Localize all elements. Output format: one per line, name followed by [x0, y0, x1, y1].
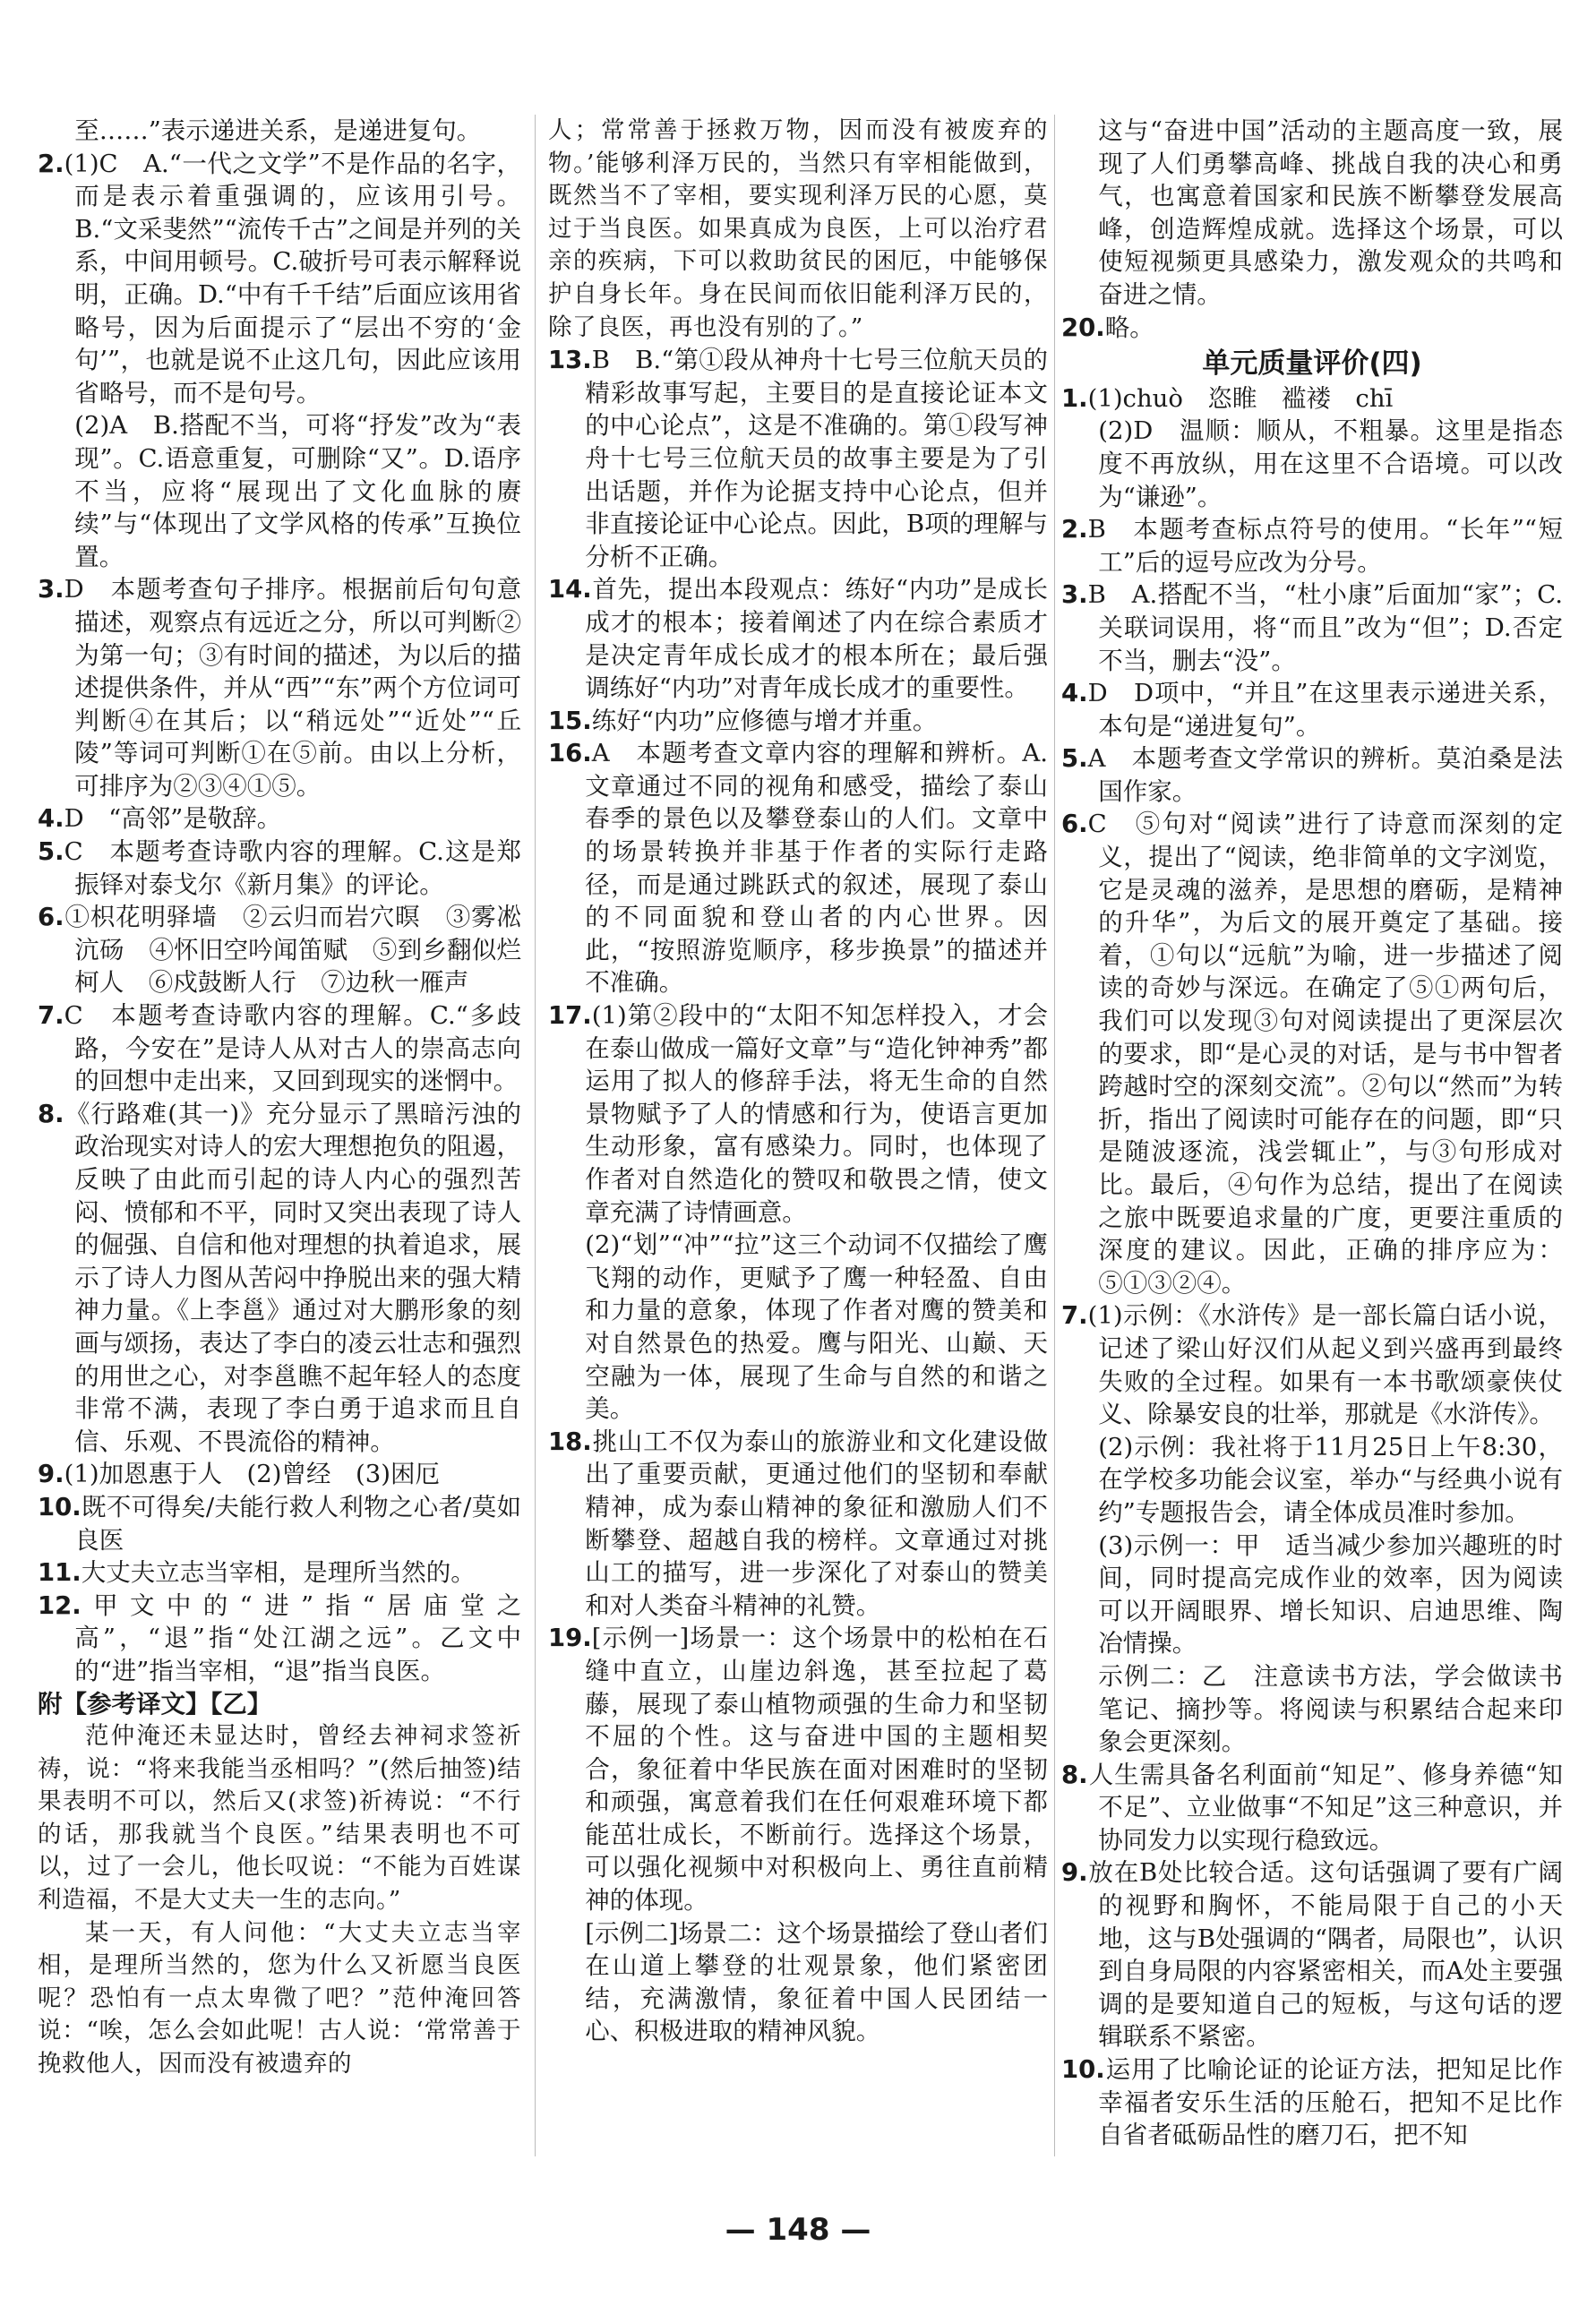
item-text: D “高邻”是敬辞。 — [64, 804, 282, 834]
item-number: 13. — [548, 346, 592, 375]
answer-item — [548, 1622, 1048, 1916]
answer-item — [38, 836, 521, 901]
item-number: 8. — [38, 1099, 64, 1128]
item-number: 18. — [548, 1427, 592, 1456]
item-number: 12. — [38, 1590, 82, 1620]
answer-text — [38, 115, 521, 148]
column-right — [1061, 115, 1563, 2152]
answer-text: 这与“奋进中国”活动的主题高度一致，展现了人们勇攀高峰、挑战自我的决心和勇气，也寓意着国家和民族不断攀登发展高峰，创造辉煌成就。选择这个场景，可以使短视频更具感染力，激发观众的共鸣和奋进之情。 — [1098, 116, 1563, 309]
answer-item — [548, 1426, 1048, 1623]
answer-item — [1061, 808, 1563, 1299]
item-number: 6. — [38, 903, 64, 932]
item-number: 20. — [1061, 313, 1105, 342]
answer-item — [38, 999, 521, 1098]
answer-text — [38, 409, 521, 573]
item-text: [示例二]场景二：这个场景描绘了登山者们在山道上攀登的壮观景象，他们紧密团结，充满激情，象征着中国人民团结一心、积极进取的精神风貌。 — [585, 1918, 1048, 2046]
item-text: C 本题考查诗歌内容的理解。C.“多歧路，今安在”是诗人从对古人的崇高志向的回想中走出来，又回到现实的迷惘中。 — [64, 1001, 521, 1096]
answer-item — [38, 1491, 521, 1556]
item-text: 甲文中的“进”指“居庙堂之高”，“退”指“处江湖之远”。乙文中的“进”指当宰相，“退”指当良医。 — [74, 1590, 521, 1685]
column-divider — [535, 115, 536, 2156]
column-middle — [548, 115, 1048, 2048]
item-number: 7. — [1061, 1301, 1088, 1331]
item-text: 大丈夫立志当宰相，是理所当然的。 — [81, 1558, 476, 1588]
answer-item — [38, 1458, 521, 1491]
item-text: 挑山工不仅为泰山的旅游业和文化建设做出了重要贡献，更通过他们的坚韧和奉献精神，成为泰山精神的象征和激励人们不断攀登、超越自我的榜样。文章通过对挑山工的描写，进一步深化了对泰山的赞美和对人类奋斗精神的礼赞。 — [585, 1427, 1048, 1620]
answer-text — [548, 1229, 1048, 1426]
item-number: 3. — [38, 575, 64, 604]
translation-continued: 人；常常善于拯救万物，因而没有被废弃的物。’能够利泽万民的，当然只有宰相能做到，既然当不了宰相，要实现利泽万民的心愿，莫过于当良医。如果真成为良医，上可以治疗君亲的疾病，下可以救助贫民的困厄，中能够保护自身长年。身在民间而依旧能利泽万民的，除了良医，再也没有别的了。” — [548, 116, 1048, 341]
answer-item — [1061, 1856, 1563, 2053]
item-number: 16. — [548, 739, 592, 768]
answer-item — [1061, 677, 1563, 742]
answer-item — [1061, 513, 1563, 579]
item-number: 4. — [1061, 679, 1088, 708]
item-text: (2)“划”“冲”“拉”这三个动词不仅描绘了鹰飞翔的动作，更赋予了鹰一种轻盈、自由和力量的意象，体现了作者对鹰的赞美和对自然景色的热爱。鹰与阳光、山巅、天空融为一体，展现了生命与自然的和谐之美。 — [585, 1230, 1048, 1424]
answer-item — [548, 737, 1048, 999]
item-text: 放在B处比较合适。这句话强调了要有广阔的视野和胸怀，不能局限于自己的小天地，这与B处强调的“隅者，局限也”，认识到自身局限的内容紧密相关，而A处主要强调的是要知道自己的短板，与这句话的逻辑联系不紧密。 — [1087, 1858, 1563, 2052]
item-text: 《行路难(其一)》充分显示了黑暗污浊的政治现实对诗人的宏大理想抱负的阻遏，反映了由此而引起的诗人内心的强烈苦闷、愤郁和不平，同时又突出表现了诗人的倔强、自信和他对理想的执着追求，展示了诗人力图从苦闷中挣脱出来的强大精神力量。《上李邕》通过对大鹏形象的刻画与颂扬，表达了李白的凌云壮志和强烈的用世之心，对李邕瞧不起年轻人的态度非常不满，表现了李白勇于追求而且自信、乐观、不畏流俗的精神。 — [64, 1099, 521, 1456]
answer-item — [1061, 312, 1563, 345]
item-text: D 本题考查句子排序。根据前后句句意描述，观察点有远近之分，所以可判断②为第一句；③有时间的描述，为以后的描述提供条件，并从“西”“东”两个方位词可判断④在其后；以“稍远处”“近处”“丘陵”等词可判断①在⑤前。由以上分析，可排序为②③④①⑤。 — [64, 575, 521, 801]
item-text: (2)示例：我社将于11月25日上午8:30，在学校多功能会议室，举办“与经典小说有约”专题报告会，请全体成员准时参加。 — [1098, 1432, 1563, 1527]
answer-item — [1061, 2053, 1563, 2152]
item-text: 略。 — [1104, 313, 1154, 342]
item-text: B 本题考查标点符号的使用。“长年”“短工”后的逗号应改为分号。 — [1087, 515, 1563, 577]
answer-text — [1061, 1530, 1563, 1660]
item-number: 2. — [1061, 515, 1088, 544]
answer-item — [548, 344, 1048, 573]
item-text: A 本题考查文学常识的辨析。莫泊桑是法国作家。 — [1087, 744, 1563, 806]
answer-text — [1061, 1431, 1563, 1530]
item-number: 10. — [38, 1492, 82, 1521]
item-number: 11. — [38, 1558, 82, 1588]
item-text: (1)第②段中的“太阳不知怎样投入，才会在泰山做成一篇好文章”与“造化钟神秀”都运用了拟人的修辞手法，将无生命的自然景物赋予了人的情感和行为，使语言更加生动形象，富有感染力。同时，也体现了作者对自然造化的赞叹和敬畏之情，使文章充满了诗情画意。 — [585, 1001, 1048, 1227]
item-text: (2)D 温顺：顺从，不粗暴。这里是指态度不再放纵，用在这里不合语境。可以改为“谦逊”。 — [1098, 416, 1563, 511]
item-text: 示例二：乙 注意读书方法，学会做读书笔记、摘抄等。将阅读与积累结合起来印象会更深刻。 — [1098, 1661, 1563, 1757]
item-number: 1. — [1061, 383, 1088, 413]
answer-text — [1061, 415, 1563, 513]
answer-item — [38, 1590, 521, 1688]
item-text: C 本题考查诗歌内容的理解。C.这是郑振铎对泰戈尔《新月集》的评论。 — [64, 837, 521, 899]
item-text: C ⑤句对“阅读”进行了诗意而深刻的定义，提出了“阅读，绝非简单的文字浏览，它是灵魂的滋养，是思想的磨砺，是精神的升华”，为后文的展开奠定了基础。接着，①句以“远航”为喻，进一步描述了阅读的奇妙与深远。在确定了⑤①两句后，我们可以发现③句对阅读提出了更深层次的要求，即“是心灵的对话，是与书中智者跨越时空的深刻交流”。②句以“然而”为转折，指出了阅读时可能存在的问题，即“只是随波逐流，浅尝辄止”，与③句形成对比。最后，④句作为总结，提出了在阅读之旅中既要追求量的广度，更要注重质的深度的建议。因此，正确的排序应为：⑤①③②④。 — [1087, 810, 1563, 1298]
item-text: 至……”表示递进关系，是递进复句。 — [74, 116, 482, 145]
item-text: D D项中，“并且”在这里表示递进关系，本句是“递进复句”。 — [1087, 679, 1563, 741]
answer-item — [1061, 1299, 1563, 1430]
item-number: 15. — [548, 706, 592, 735]
answer-item — [38, 148, 521, 410]
item-number: 9. — [1061, 1858, 1088, 1888]
item-number: 5. — [38, 837, 64, 867]
item-text: 人生需具备名利面前“知足”、修身养德“知不足”、立业做事“不知足”这三种意识，并协同发力以实现行稳致远。 — [1087, 1760, 1563, 1855]
section-title: 单元质量评价(四) — [1202, 347, 1422, 381]
item-text: (1)加恩惠于人 (2)曾经 (3)困厄 — [64, 1460, 440, 1489]
item-text: (2)A B.搭配不当，可将“抒发”改为“表现”。C.语意重复，可删除“又”。D.语序不当，应将“展现出了文化血脉的赓续”与“体现出了文学风格的传承”互换位置。 — [74, 411, 521, 571]
answer-item — [548, 573, 1048, 704]
item-text: B A.搭配不当，“杜小康”后面加“家”；C.关联词误用，将“而且”改为“但”；D.否定不当，删去“没”。 — [1087, 580, 1563, 675]
item-text: B B.“第①段从神舟十七号三位航天员的精彩故事写起，主要目的是直接论证本文的中心论点”，这是不准确的。第①段写神舟十七号三位航天员的故事主要是为了引出话题，并作为论据支持中心论点，但并非直接论证中心论点。因此，B项的理解与分析不正确。 — [585, 346, 1048, 571]
item-number: 7. — [38, 1001, 64, 1031]
answer-item — [38, 1556, 521, 1590]
item-number: 3. — [1061, 580, 1088, 610]
item-number: 14. — [548, 575, 592, 604]
answer-item — [1061, 382, 1563, 416]
translation-paragraph: 范仲淹还未显达时，曾经去神祠求签祈祷，说：“将来我能当丞相吗？”(然后抽签)结果表明不可以，然后又(求签)祈祷说：“不行的话，那我就当个良医。”结果表明也不可以，过了一会儿，他长叹说：“不能为百姓谋利造福，不是大丈夫一生的志向。” — [38, 1722, 521, 1915]
page-number: — 148 — — [725, 2212, 871, 2248]
item-text: 练好“内功”应修德与增才并重。 — [591, 706, 938, 735]
item-number: 17. — [548, 1001, 592, 1031]
answer-item — [38, 901, 521, 999]
item-number: 5. — [1061, 744, 1088, 774]
item-number: 9. — [38, 1460, 64, 1489]
item-number: 8. — [1061, 1760, 1088, 1789]
answer-item — [38, 802, 521, 836]
item-text: ①枳花明驿墙 ②云归而岩穴暝 ③雾凇沆砀 ④怀旧空吟闻笛赋 ⑤到乡翻似烂柯人 ⑥戍鼓断人行 ⑦边秋一雁声 — [64, 903, 521, 998]
translation-heading: 附【参考译文】【乙】 — [38, 1689, 272, 1718]
item-number: 6. — [1061, 810, 1088, 839]
column-divider — [1054, 115, 1055, 2156]
answer-item — [1061, 1759, 1563, 1857]
item-text: A 本题考查文章内容的理解和辨析。A.文章通过不同的视角和感受，描绘了泰山春季的景色以及攀登泰山的人们。文章中的场景转换并非基于作者的实际行走路径，而是通过跳跃式的叙述，展现了泰山的不同面貌和登山者的内心世界。因此，“按照游览顺序，移步换景”的描述并不准确。 — [585, 739, 1048, 998]
answer-item — [1061, 742, 1563, 808]
item-text: 首先，提出本段观点：练好“内功”是成长成才的根本；接着阐述了内在综合素质才是决定青年成长成才的根本所在；最后强调练好“内功”对青年成长成才的重要性。 — [585, 575, 1048, 703]
column-left — [38, 115, 521, 2081]
answer-item — [548, 999, 1048, 1229]
answer-item — [548, 705, 1048, 738]
item-text: [示例一]场景一：这个场景中的松柏在石缝中直立，山崖边斜逸，甚至拉起了葛藤，展现了泰山植物顽强的生命力和坚韧不屈的个性。这与奋进中国的主题相契合，象征着中华民族在面对困难时的坚韧和顽强，寓意着我们在任何艰难环境下都能茁壮成长，不断前行。选择这个场景，可以强化视频中对积极向上、勇往直前精神的体现。 — [585, 1624, 1048, 1916]
item-number: 19. — [548, 1624, 592, 1653]
answer-text — [1061, 1660, 1563, 1759]
item-number: 4. — [38, 804, 64, 834]
item-text: (1)chuò 恣睢 褴褛 chī — [1087, 383, 1394, 413]
item-number: 10. — [1061, 2055, 1105, 2085]
translation-paragraph: 某一天，有人问他：“大丈夫立志当宰相，是理所当然的，您为什么又祈愿当良医呢？恐怕有一点太卑微了吧？”范仲淹回答说：“唉，怎么会如此呢！古人说：‘常常善于挽救他人，因而没有被遗弃的 — [38, 1918, 521, 2078]
item-text: (3)示例一：甲 适当减少参加兴趣班的时间，同时提高完成作业的效率，因为阅读可以开阔眼界、增长知识、启迪思维、陶冶情操。 — [1098, 1530, 1563, 1658]
item-text: (1)C A.“一代之文学”不是作品的名字，而是表示着重强调的，应该用引号。B.“文采斐然”“流传千古”之间是并列的关系，中间用顿号。C.破折号可表示解释说明，正确。D.“中有千千结”后面应该用省略号，因为后面提示了“层出不穷的‘金句’”，也就是说不止这几句，因此应该用省略号，而不是句号。 — [64, 149, 521, 407]
item-text: 既不可得矣/夫能行救人利物之心者/莫如良医 — [74, 1492, 521, 1555]
item-text: (1)示例：《水浒传》是一部长篇白话小说，记述了梁山好汉们从起义到兴盛再到最终失败的全过程。如果有一本书歌颂豪侠仗义、除暴安良的壮举，那就是《水浒传》。 — [1087, 1301, 1563, 1429]
item-text: 运用了比喻论证的论证方法，把知足比作幸福者安乐生活的压舱石，把知不足比作自省者砥砺品性的磨刀石，把不知 — [1098, 2055, 1563, 2150]
answer-text — [548, 1917, 1048, 2048]
item-number: 2. — [38, 149, 64, 178]
answer-item — [38, 573, 521, 802]
answer-item — [38, 1098, 521, 1459]
answer-item — [1061, 579, 1563, 677]
